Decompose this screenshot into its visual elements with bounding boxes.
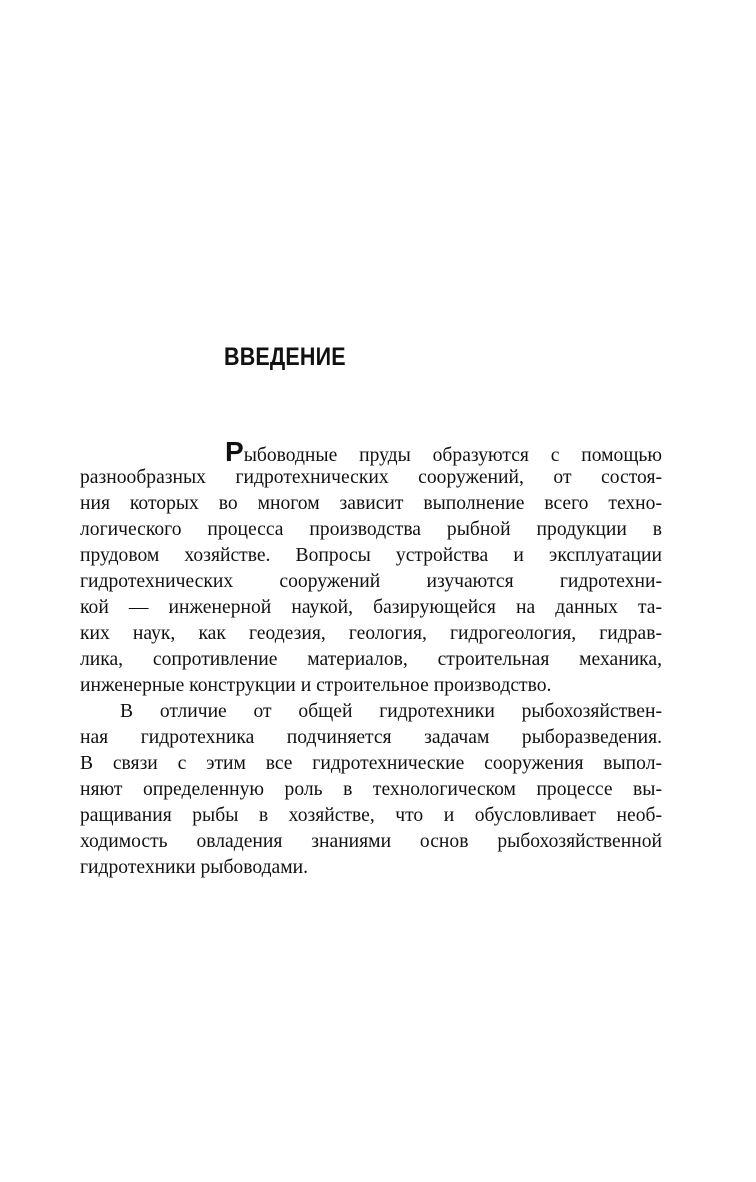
chapter-heading: ВВЕДЕНИЕ: [224, 343, 346, 371]
paragraph-1-line-4: логического процесса производства рыбной продукции в: [80, 519, 662, 540]
paragraph-1-line-2: разнообразных гидротехнических сооружений, от состоя-: [80, 467, 662, 488]
paragraph-1-line-7: кой — инженерной наукой, базирующейся на данных та-: [80, 597, 662, 618]
paragraph-1-line-3: ния которых во многом зависит выполнение всего техно-: [80, 493, 662, 514]
paragraph-1-line-9: лика, сопротивление материалов, строительная механика,: [80, 649, 662, 670]
paragraph-2-line-2: ная гидротехника подчиняется задачам рыборазведения.: [80, 727, 662, 748]
paragraph-2-line-7: гидротехники рыбоводами.: [80, 857, 309, 878]
drop-cap: Р: [225, 436, 244, 467]
line-text: ыбоводные пруды образуются с помощью: [243, 445, 662, 466]
paragraph-1-line-1: [80, 436, 662, 467]
paragraph-1-line-8: ких наук, как геодезия, геология, гидрогеология, гидрав-: [80, 623, 662, 644]
paragraph-2-line-5: ращивания рыбы в хозяйстве, что и обусловливает необ-: [80, 805, 662, 826]
body-text: [80, 436, 662, 881]
paragraph-1-line-10: инженерные конструкции и строительное производство.: [80, 675, 552, 696]
paragraph-1-line-5: прудовом хозяйстве. Вопросы устройства и эксплуатации: [80, 545, 662, 566]
paragraph-1-line-6: гидротехнических сооружений изучаются гидротехни-: [80, 571, 662, 592]
paragraph-2-line-3: В связи с этим все гидротехнические сооружения выпол-: [80, 753, 662, 774]
paragraph-2-line-4: няют определенную роль в технологическом процессе вы-: [80, 779, 662, 800]
paragraph-2-line-1: В отличие от общей гидротехники рыбохозяйствен-: [120, 701, 662, 722]
paragraph-2-line-6: ходимость овладения знаниями основ рыбохозяйственной: [80, 831, 662, 852]
